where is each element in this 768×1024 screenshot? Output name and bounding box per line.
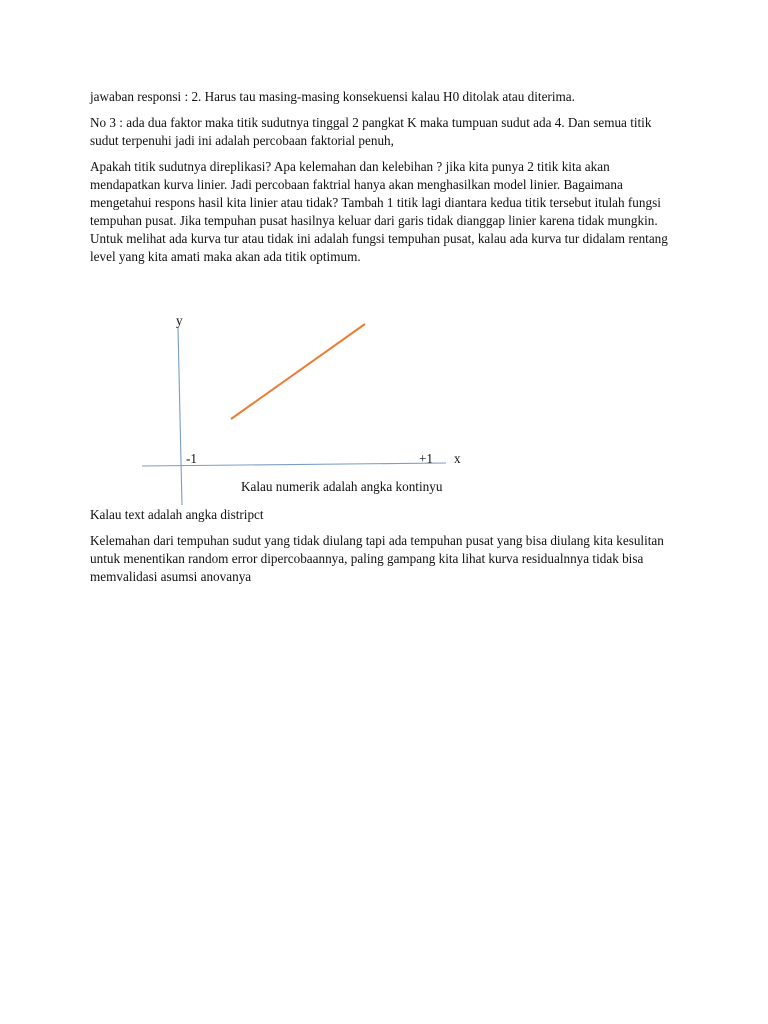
x-axis-label: x <box>454 451 461 466</box>
response-line <box>231 324 365 419</box>
paragraph-text-distripct: Kalau text adalah angka distripct <box>90 507 264 522</box>
y-axis-line <box>178 328 182 505</box>
document-body-continued <box>90 506 680 594</box>
x-min-label: -1 <box>186 451 197 466</box>
diagram-caption: Kalau numerik adalah angka kontinyu <box>241 479 443 494</box>
document-body <box>90 88 680 274</box>
paragraph-replikasi: Apakah titik sudutnya direplikasi? Apa kelemahan dan kelebihan ? jika kita punya 2 titik kita akan mendapatkan kurva linier. Jadi percobaan faktrial hanya akan menghasilkan model linier. Bagaimana mengetahui respons hasil kita linier atau tidak? Tambah 1 titik lagi diantara kedua titik tersebut itulah fungsi tempuhan pusat. Jika tempuhan pusat hasilnya keluar dari garis tidak dianggap linier karena tidak mungkin. Untuk melihat ada kurva tur atau tidak ini adalah fungsi tempuhan pusat, kalau ada kurva tur didalam rentang level yang kita amati maka akan ada titik optimum. <box>90 159 668 264</box>
x-max-label: +1 <box>419 451 434 466</box>
paragraph-responsi: jawaban responsi : 2. Harus tau masing-masing konsekuensi kalau H0 ditolak atau diterima. <box>90 89 575 104</box>
paragraph-no3: No 3 : ada dua faktor maka titik sudutnya tinggal 2 pangkat K maka tumpuan sudut ada 4. Dan semua titik sudut terpenuhi jadi ini adalah percobaan faktorial penuh, <box>90 115 652 148</box>
y-axis-label: y <box>176 313 183 328</box>
linear-response-diagram <box>120 300 480 515</box>
paragraph-kelemahan: Kelemahan dari tempuhan sudut yang tidak diulang tapi ada tempuhan pusat yang bisa diulang kita kesulitan untuk menentikan random error dipercobaannya, paling gampang kita lihat kurva residualnnya tidak bisa memvalidasi asumsi anovanya <box>90 533 664 584</box>
